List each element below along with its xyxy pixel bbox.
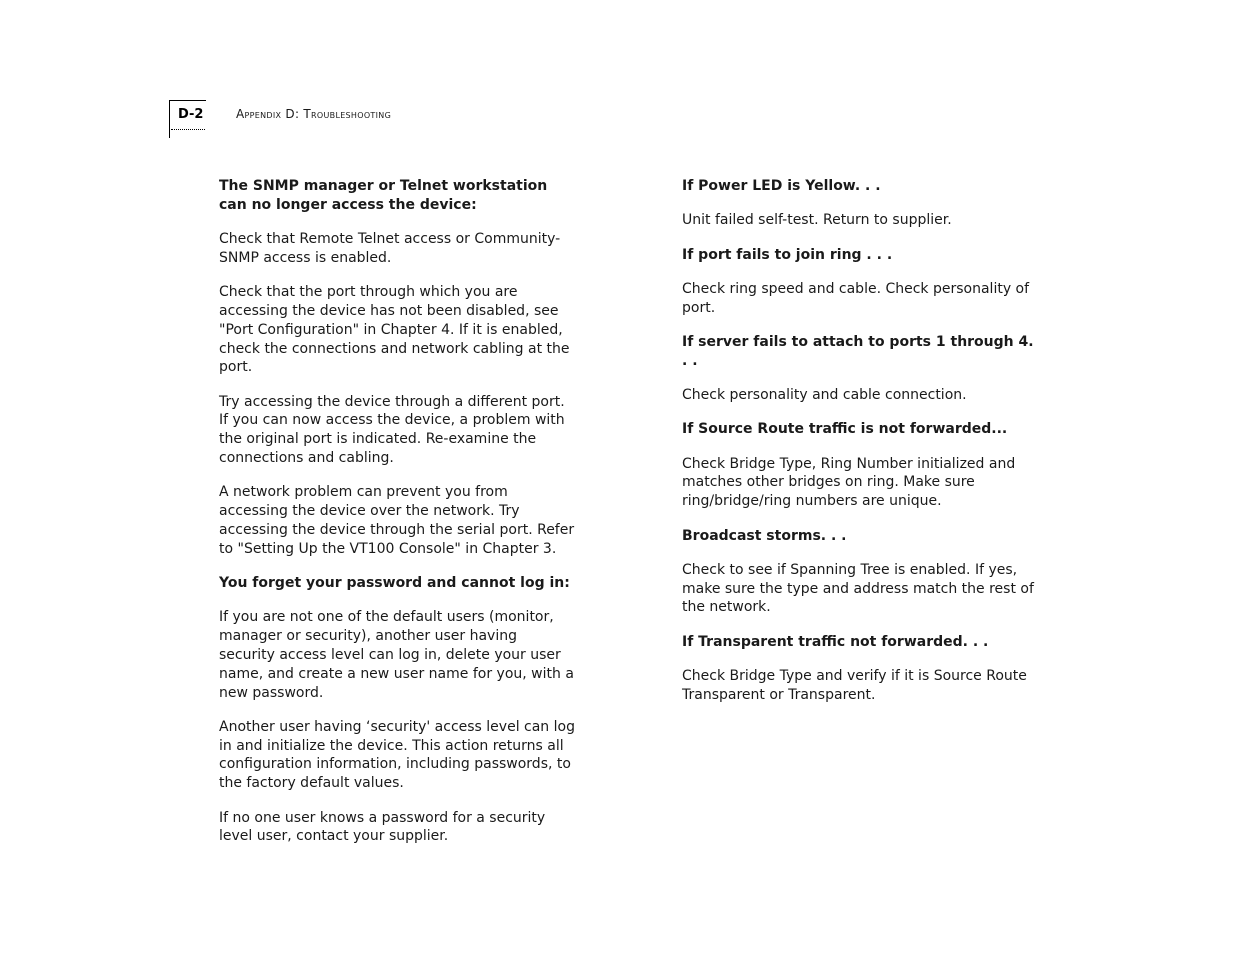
tab-dotted-rule bbox=[171, 129, 205, 130]
section-heading: Broadcast storms. . . bbox=[682, 527, 847, 544]
paragraph: If no one user knows a password for a security level user, contact your supplier. bbox=[219, 809, 546, 845]
section-heading: If server fails to attach to ports 1 through 4. . . bbox=[682, 333, 1034, 369]
page-number-tab bbox=[169, 100, 206, 138]
paragraph: Check personality and cable connection. bbox=[682, 387, 967, 404]
page-number: D-2 bbox=[178, 107, 204, 122]
paragraph: Check ring speed and cable. Check personality of port. bbox=[682, 280, 1030, 316]
section-heading: If port fails to join ring . . . bbox=[682, 246, 893, 263]
paragraph: Unit failed self-test. Return to supplier. bbox=[682, 212, 952, 229]
paragraph: Check Bridge Type and verify if it is Source Route Transparent or Transparent. bbox=[682, 668, 1027, 703]
paragraph: Check to see if Spanning Tree is enabled. If yes, make sure the type and address match the rest of the network. bbox=[682, 561, 1034, 616]
paragraph: Check that Remote Telnet access or Community-SNMP access is enabled. bbox=[219, 231, 561, 266]
running-head: Appendix D: Troubleshooting bbox=[236, 107, 392, 121]
paragraph: Another user having ‘security' access level can log in and initialize the device. This action returns all configuration information, including passwords, to the factory default values. bbox=[219, 718, 575, 792]
section-heading: If Transparent traffic not forwarded. . . bbox=[682, 633, 989, 650]
paragraph: Check that the port through which you are accessing the device has not been disabled, see "Port Configuration" in Chapter 4. If it is enabled, check the connections and network cabling at the port. bbox=[219, 284, 570, 376]
tab-top-rule bbox=[169, 100, 206, 101]
section-heading: If Source Route traffic is not forwarded... bbox=[682, 421, 1008, 438]
right-column bbox=[682, 177, 1038, 720]
paragraph: Try accessing the device through a different port. If you can now access the device, a problem with the original port is indicated. Re-examine the connections and cabling. bbox=[219, 393, 565, 467]
section-heading: If Power LED is Yellow. . . bbox=[682, 178, 881, 194]
section-heading: The SNMP manager or Telnet workstation can no longer access the device: bbox=[219, 178, 548, 213]
paragraph: Check Bridge Type, Ring Number initialized and matches other bridges on ring. Make sure ring/bridge/ring numbers are unique. bbox=[682, 455, 1016, 510]
left-column bbox=[219, 177, 575, 862]
paragraph: A network problem can prevent you from accessing the device over the network. Try accessing the device through the serial port. Refer to "Setting Up the VT100 Console" in Chapter 3. bbox=[219, 484, 575, 557]
paragraph: If you are not one of the default users (monitor, manager or security), another user having security access level can log in, delete your user name, and create a new user name for you, with a new password. bbox=[219, 609, 574, 701]
section-heading: You forget your password and cannot log in: bbox=[219, 575, 570, 592]
tab-vertical-rule bbox=[169, 100, 170, 138]
